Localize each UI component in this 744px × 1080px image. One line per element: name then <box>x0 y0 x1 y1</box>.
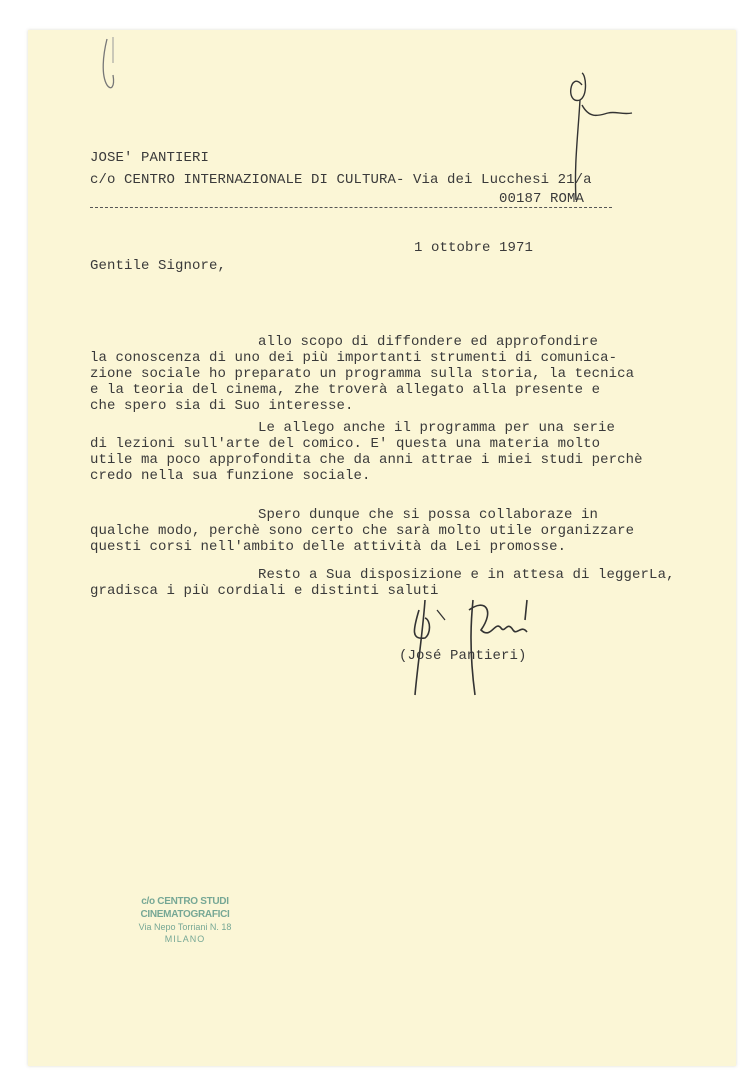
rubber-stamp <box>100 895 270 945</box>
paragraph-2-line: Le allego anche il programma per una serie <box>258 420 616 436</box>
header-divider <box>90 207 612 208</box>
paragraph-1-line: e la teoria del cinema, zhe troverà allegato alla presente e <box>90 382 601 398</box>
salutation: Gentile Signore, <box>90 258 227 274</box>
paragraph-4-line: Resto a Sua disposizione e in attesa di leggerLa, <box>258 567 675 583</box>
typed-signature: (José Pantieri) <box>399 648 527 664</box>
paragraph-2-line: di lezioni sull'arte del comico. E' questa una materia molto <box>90 436 601 452</box>
paragraph-3-line: questi corsi nell'ambito delle attività da Lei promosse. <box>90 539 567 555</box>
sender-city: 00187 ROMA <box>499 191 585 207</box>
stamp-line-2: Via Nepo Torriani N. 18 <box>138 922 232 932</box>
stamp-line-1: c/o CENTRO STUDI CINEMATOGRAFICI <box>140 896 230 920</box>
paragraph-1-line: allo scopo di diffondere ed approfondire <box>258 334 599 350</box>
sender-name: JOSE' PANTIERI <box>90 150 210 166</box>
paragraph-4-line: gradisca i più cordiali e distinti saluti <box>90 583 439 599</box>
letter-date: 1 ottobre 1971 <box>414 240 534 256</box>
handwritten-signature <box>395 590 535 700</box>
staple-mark-icon <box>95 35 125 95</box>
paragraph-1-line: la conoscenza di uno dei più importanti strumenti di comunica- <box>90 350 618 366</box>
paragraph-1-line: zione sociale ho preparato un programma sulla storia, la tecnica <box>90 366 635 382</box>
paragraph-3-line: Spero dunque che si possa collaboraze in <box>258 507 599 523</box>
sender-address: c/o CENTRO INTERNAZIONALE DI CULTURA- Via dei Lucchesi 21/a <box>90 172 592 188</box>
stamp-line-3: MILANO <box>164 934 206 944</box>
paragraph-3-line: qualche modo, perchè sono certo che sarà molto utile organizzare <box>90 523 635 539</box>
paragraph-2-line: credo nella sua funzione sociale. <box>90 468 371 484</box>
paragraph-1-line: che spero sia di Suo interesse. <box>90 398 354 414</box>
paragraph-2-line: utile ma poco approfondita che da anni attrae i miei studi perchè <box>90 452 643 468</box>
